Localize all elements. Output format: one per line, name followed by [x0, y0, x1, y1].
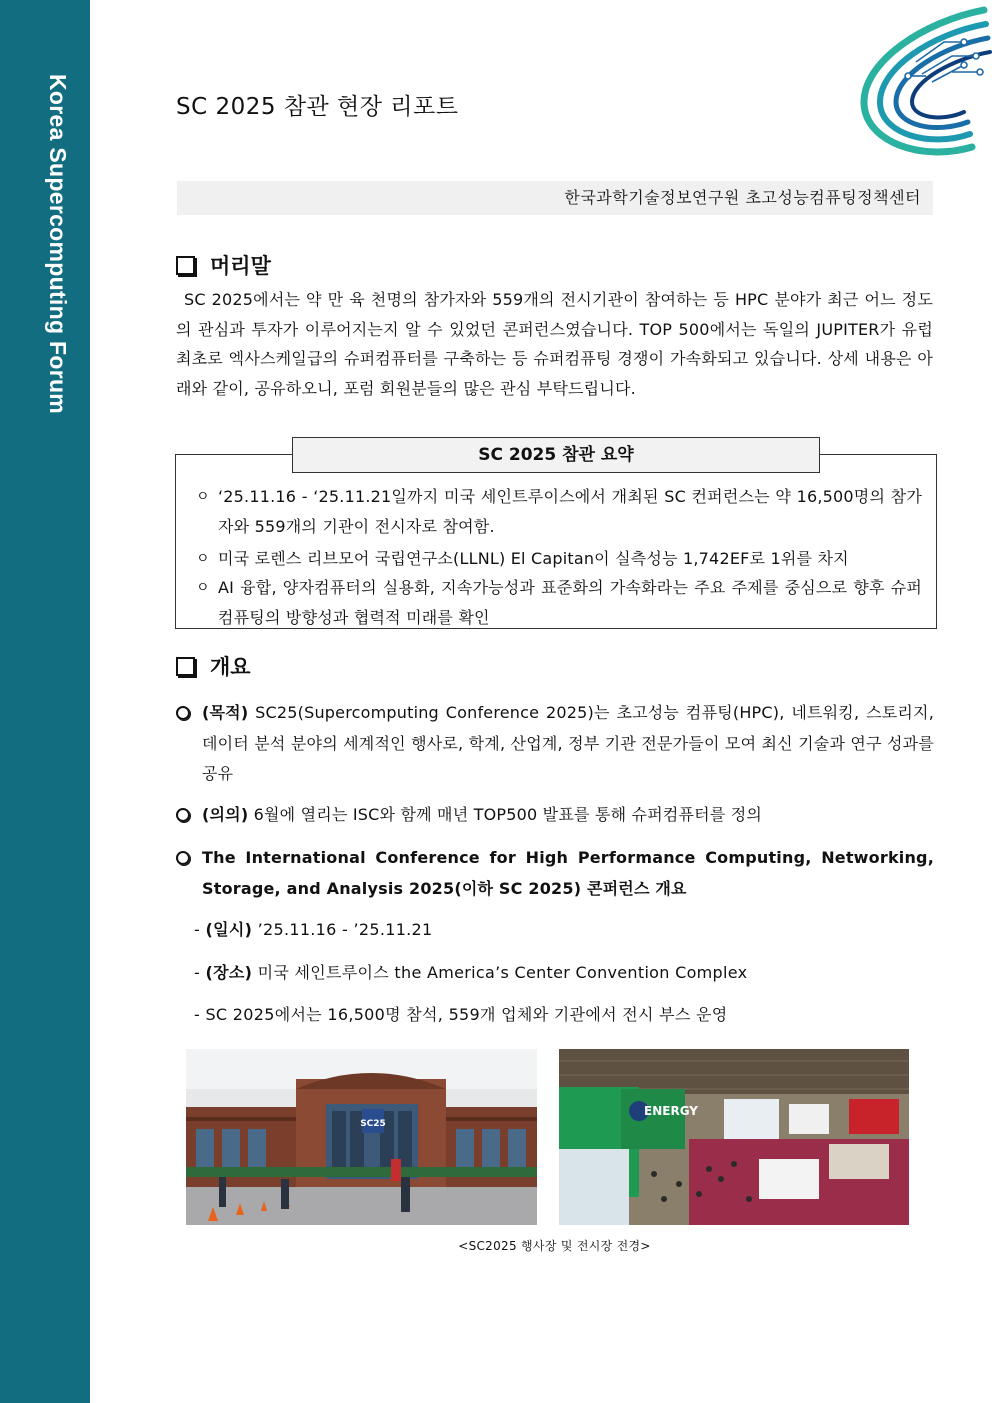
overview-conference: [176, 843, 934, 904]
summary-item-text: ‘25.11.16 - ‘25.11.21일까지 미국 세인트루이스에서 개최된 SC 컨퍼런스는 약 16,500명의 참가자와 559개의 기관이 전시자로 참여함.: [218, 487, 922, 536]
hollow-circle-bullet-icon: ㅇ: [196, 551, 210, 567]
overview-meaning: [176, 800, 934, 831]
organization-banner: 한국과학기술정보연구원 초고성능컴퓨팅정책센터: [177, 181, 933, 215]
summary-item: [196, 482, 922, 542]
ring-bullet-icon: [176, 808, 190, 822]
ring-bullet-icon: [176, 851, 190, 865]
venue-banner-sign: SC25: [360, 1119, 386, 1129]
dash-bullet-icon: -: [194, 920, 206, 939]
overview-heading-label: 개요: [210, 655, 251, 679]
dash-bullet-icon: -: [194, 1005, 206, 1024]
hollow-circle-bullet-icon: ㅇ: [196, 489, 210, 505]
purpose-label: (목적): [202, 703, 249, 722]
checkbox-square-icon: [176, 657, 195, 676]
sidebar: [0, 0, 90, 1403]
summary-title: SC 2025 참관 요약: [292, 437, 820, 473]
summary-item-text: 미국 로렌스 리브모어 국립연구소(LLNL) El Capitan이 실측성능 1,742EF로 1위를 차지: [218, 549, 849, 568]
circuit-swirl-logo-icon: [852, 2, 992, 162]
summary-item: [196, 544, 922, 574]
overview-stats: [194, 1000, 728, 1030]
venue-text: 미국 세인트루이스 the America’s Center Convention Complex: [252, 963, 748, 982]
date-text: ’25.11.16 - ’25.11.21: [252, 920, 433, 939]
sidebar-brand-text: Korea Supercomputing Forum: [45, 74, 71, 415]
summary-item: [196, 573, 922, 633]
dash-bullet-icon: -: [194, 963, 206, 982]
exhibit-booth-sign: ENERGY: [644, 1104, 698, 1118]
stats-text: SC 2025에서는 16,500명 참석, 559개 업체와 기관에서 전시 부스 운영: [205, 1005, 728, 1024]
ring-bullet-icon: [176, 706, 190, 720]
overview-purpose: [176, 698, 934, 790]
date-label: (일시): [205, 920, 253, 939]
overview-date: [194, 915, 433, 945]
conference-title: The International Conference for High Performance Computing, Networking, Storage, and Analysis 2025(이하 SC 2025) 콘퍼런스 개요: [202, 848, 934, 898]
purpose-text: SC25(Supercomputing Conference 2025)는 초고성능 컴퓨팅(HPC), 네트워킹, 스토리지, 데이터 분석 분야의 세계적인 행사로, 학계, 산업계, 정부 기관 전문가들이 모여 최신 기술과 연구 성과를 공유: [202, 703, 934, 783]
preface-heading-label: 머리말: [210, 254, 271, 278]
venue-exterior-photo: [186, 1049, 537, 1225]
photo-caption: <SC2025 행사장 및 전시장 전경>: [458, 1239, 651, 1253]
venue-label: (장소): [205, 963, 253, 982]
page-title: SC 2025 참관 현장 리포트: [176, 94, 459, 120]
preface-body: [176, 285, 933, 403]
preface-heading: [176, 250, 271, 280]
preface-body-text: SC 2025에서는 약 만 육 천명의 참가자와 559개의 전시기관이 참여하는 등 HPC 분야가 최근 어느 정도의 관심과 투자가 이루어지는지 알 수 있었던 콘퍼런스였습니다. TOP 500에서는 독일의 JUPITER가 유럽 최초로 엑사스케일급의 슈퍼컴퓨터를 구축하는 등 슈퍼컴퓨팅 경쟁이 가속화되고 있습니다. 상세 내용은 아래와 같이, 공유하오니, 포럼 회원분들의 많은 관심 부탁드립니다.: [176, 290, 933, 398]
meaning-text: 6월에 열리는 ISC와 함께 매년 TOP500 발표를 통해 슈퍼컴퓨터를 정의: [248, 805, 763, 824]
overview-venue: [194, 958, 747, 988]
exhibit-hall-photo: [559, 1049, 909, 1225]
overview-heading: [176, 651, 251, 681]
meaning-label: (의의): [202, 805, 249, 824]
hollow-circle-bullet-icon: ㅇ: [196, 580, 210, 596]
summary-item-text: AI 융합, 양자컴퓨터의 실용화, 지속가능성과 표준화의 가속화라는 주요 주제를 중심으로 향후 슈퍼컴퓨팅의 방향성과 협력적 미래를 확인: [218, 578, 922, 627]
checkbox-square-icon: [176, 256, 195, 275]
